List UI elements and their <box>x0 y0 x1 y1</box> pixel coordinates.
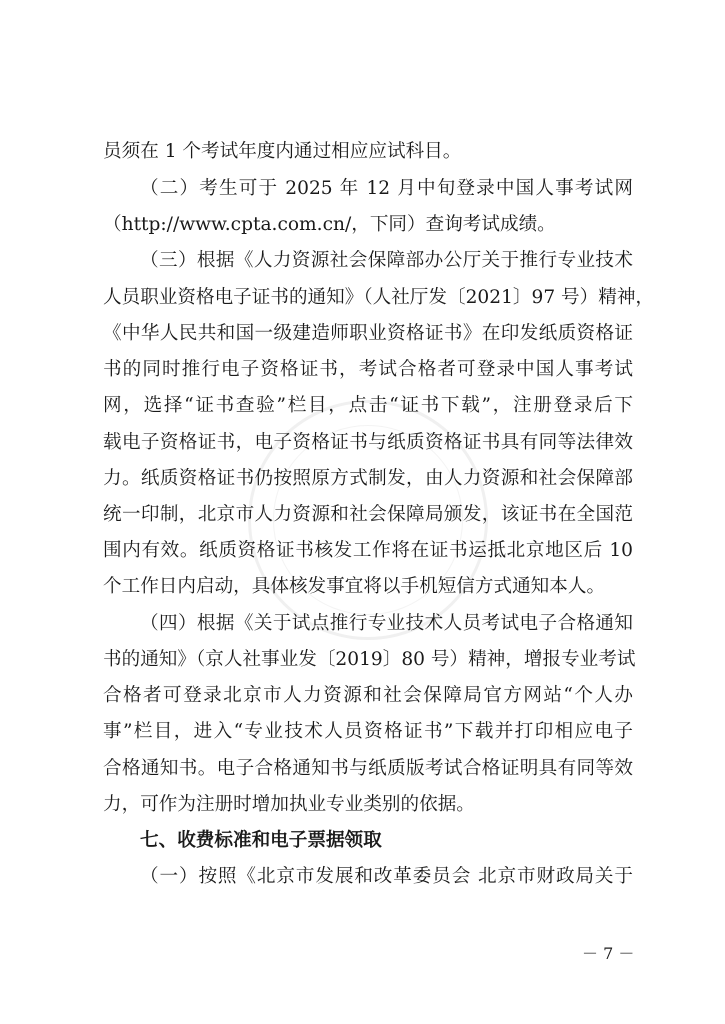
text-line-10: 力。纸质资格证书仍按照原方式制发，由人力资源和社会保障部 <box>103 468 633 489</box>
text-line-2: （二）考生可于 2025 年 12 月中旬登录中国人事考试网 <box>140 178 633 199</box>
text-line-7: 书的同时推行电子资格证书，考试合格者可登录中国人事考试 <box>103 359 633 380</box>
text-line-11: 统一印制，北京市人力资源和社会保障局颁发，该证书在全国范 <box>103 504 633 525</box>
text-line-13: 个工作日内启动，具体核发事宜将以手机短信方式通知本人。 <box>103 576 606 597</box>
section-heading: 七、收费标准和电子票据领取 <box>140 830 382 851</box>
text-line-3: （http://www.cpta.com.cn/，下同）查询考试成绩。 <box>103 214 556 235</box>
page-number: － 7 － <box>582 944 635 963</box>
text-line-5: 人员职业资格电子证书的通知》（人社厅发〔2021〕97 号）精神， <box>103 287 655 308</box>
text-line-4: （三）根据《人力资源社会保障部办公厅关于推行专业技术 <box>140 250 633 271</box>
text-line-19: 力，可作为注册时增加执业专业类别的依据。 <box>103 794 475 815</box>
text-line-15: 书的通知》（京人社事业发〔2019〕80 号）精神，增报专业考试 <box>103 649 636 670</box>
text-line-14: （四）根据《关于试点推行专业技术人员考试电子合格通知 <box>140 613 633 634</box>
text-line-17: 事”栏目，进入“专业技术人员资格证书”下载并打印相应电子 <box>103 721 633 742</box>
text-line-8: 网，选择“证书查验”栏目，点击“证书下载”，注册登录后下 <box>103 395 633 416</box>
text-line-6: 《中华人民共和国一级建造师职业资格证书》在印发纸质资格证 <box>103 323 633 344</box>
text-line-20: （一）按照《北京市发展和改革委员会 北京市财政局关于 <box>140 866 633 887</box>
text-line-12: 围内有效。纸质资格证书核发工作将在证书运抵北京地区后 10 <box>103 540 633 561</box>
text-line-16: 合格者可登录北京市人力资源和社会保障局官方网站“个人办 <box>103 685 633 706</box>
text-line-9: 载电子资格证书，电子资格证书与纸质资格证书具有同等法律效 <box>103 432 633 453</box>
text-line-1: 员须在 1 个考试年度内通过相应应试科目。 <box>103 141 462 162</box>
text-line-18: 合格通知书。电子合格通知书与纸质版考试合格证明具有同等效 <box>103 758 633 779</box>
